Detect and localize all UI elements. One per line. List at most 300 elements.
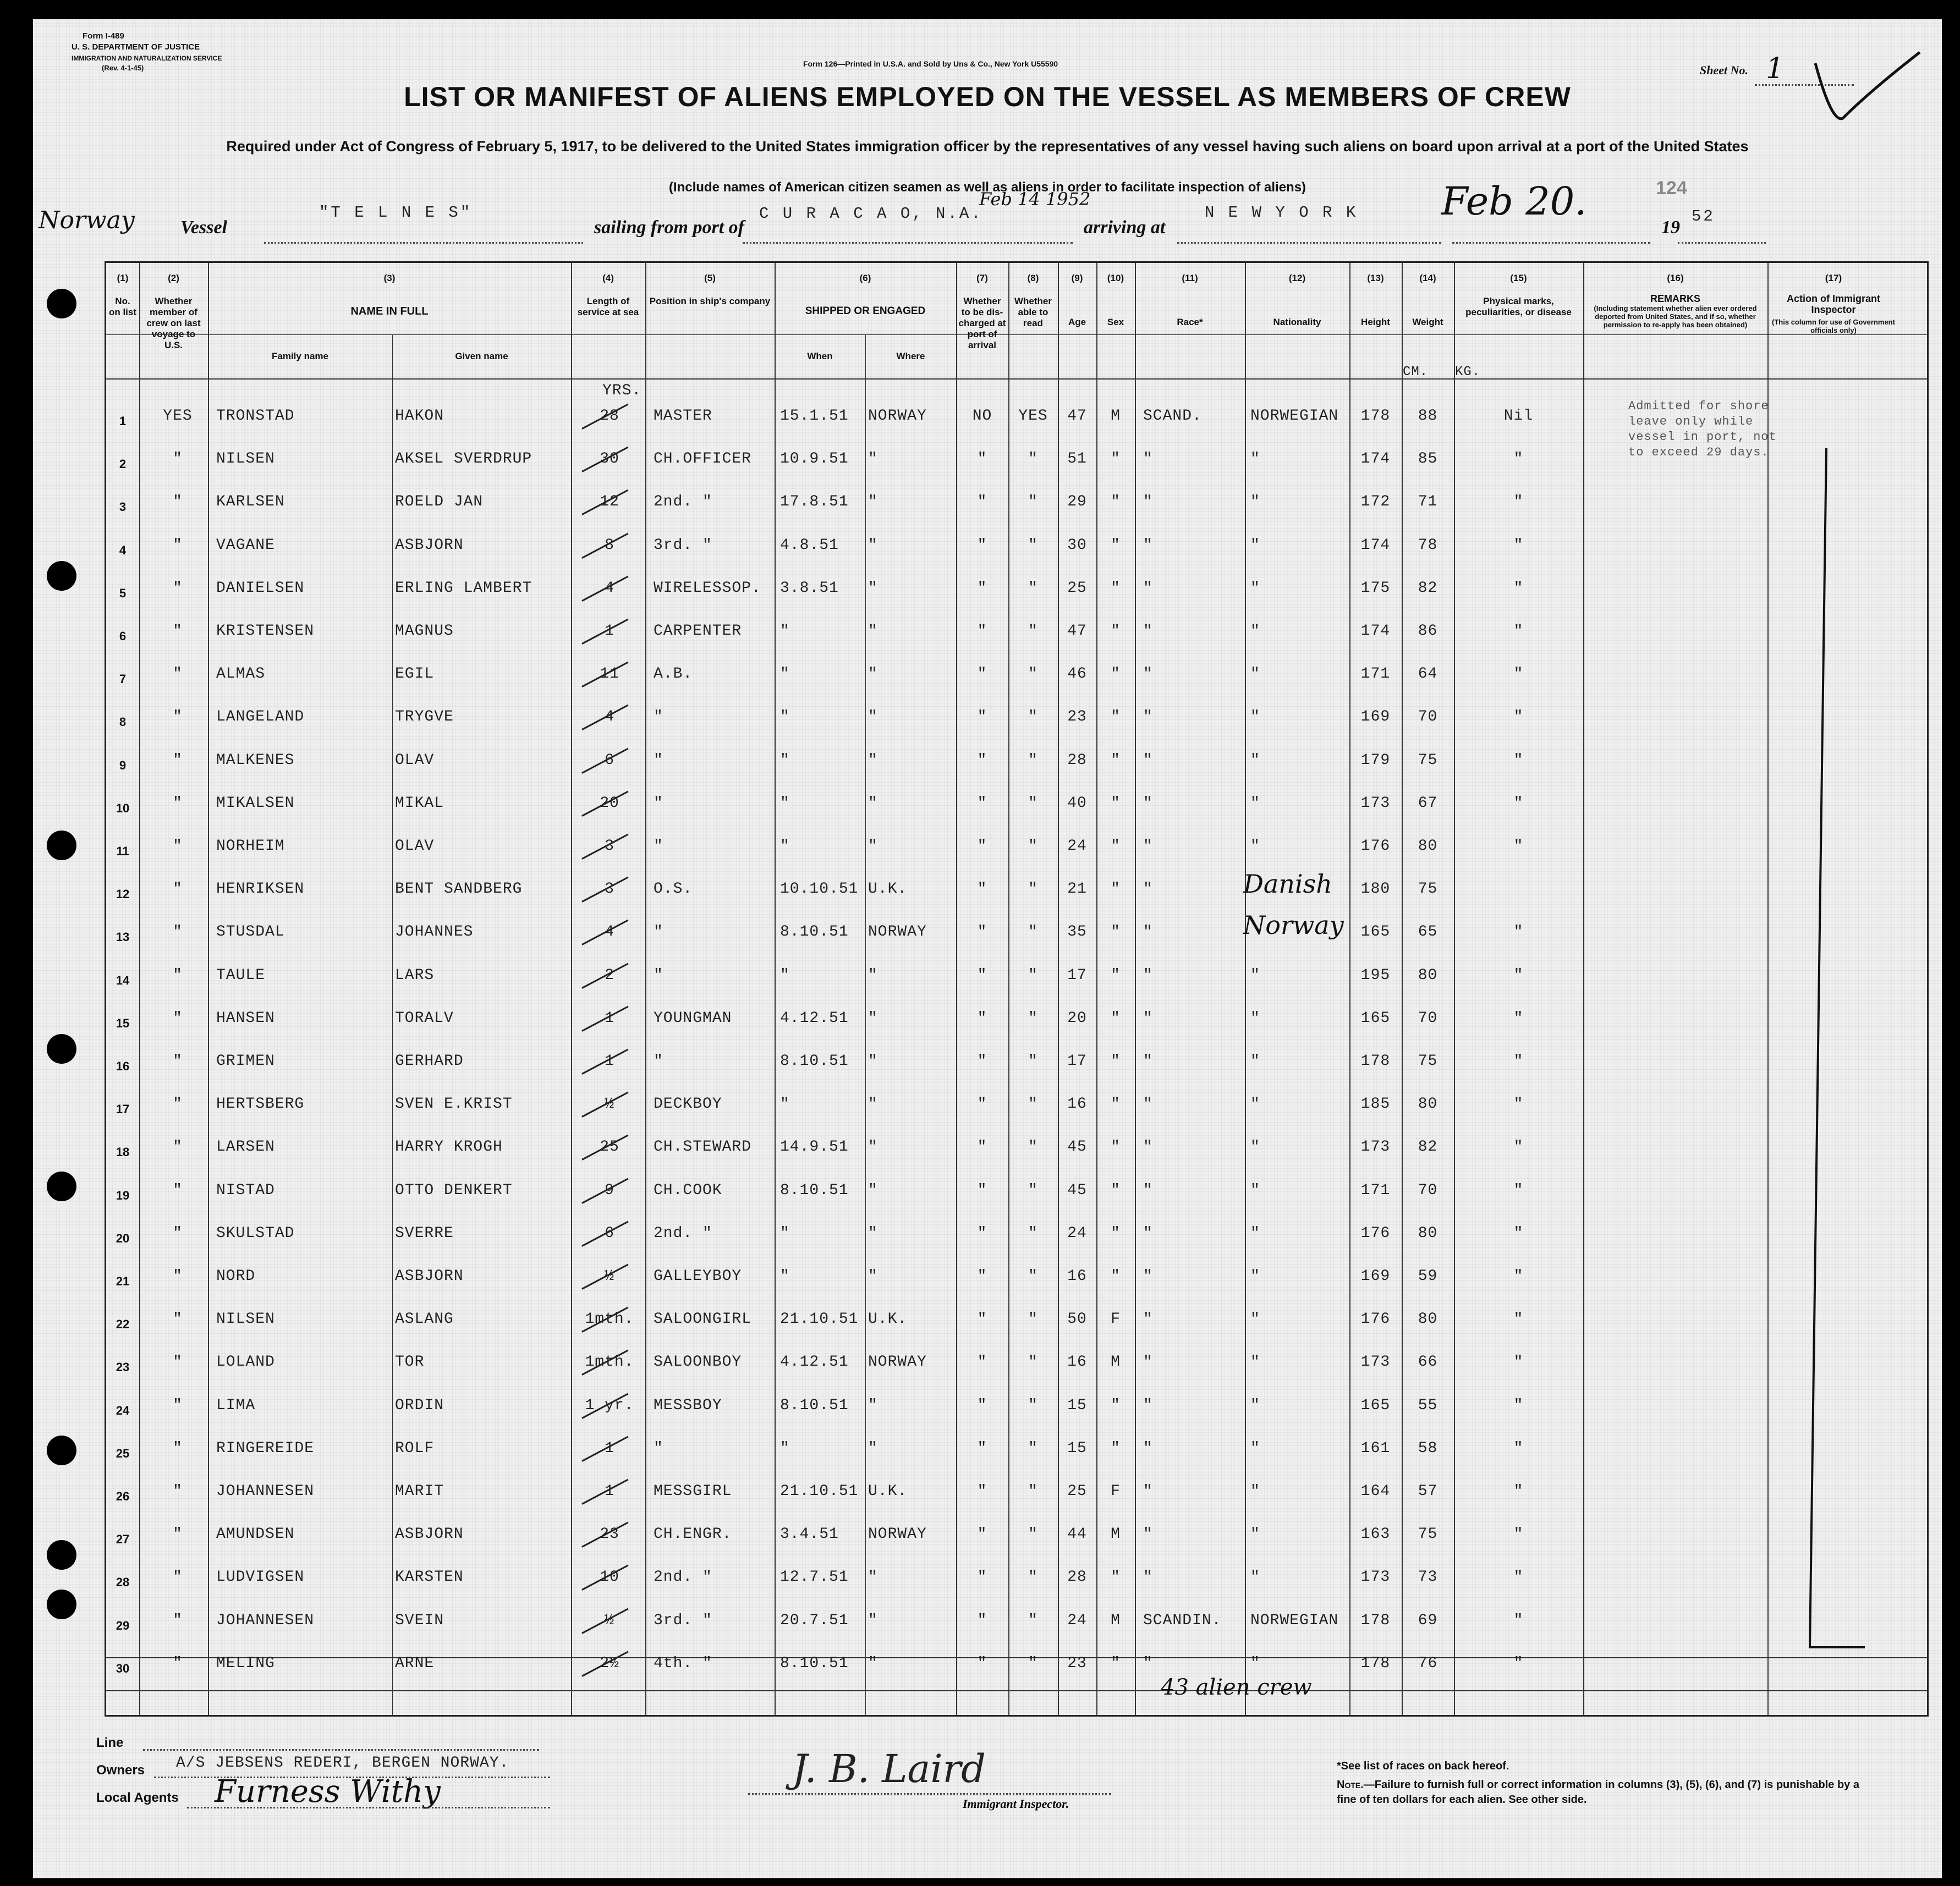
cell-nat: NORWEGIAN <box>1250 408 1339 425</box>
cell-nat: " <box>1250 1096 1260 1113</box>
cell-race: " <box>1143 1181 1153 1199</box>
cell-age: 45 <box>1067 1181 1087 1199</box>
cell-height: 173 <box>1360 1569 1391 1586</box>
column-number-c10: (10) <box>1107 273 1124 283</box>
cell-age: 24 <box>1067 838 1087 855</box>
cell-marks: " <box>1513 1268 1524 1285</box>
cell-marks: " <box>1513 923 1524 941</box>
cell-age: 44 <box>1067 1526 1087 1543</box>
cell-family: SKULSTAD <box>216 1224 295 1242</box>
cell-service: 28 <box>600 408 619 425</box>
cell-nat: NORWEGIAN <box>1250 1612 1339 1629</box>
cell-family: NISTAD <box>216 1181 275 1199</box>
cell-disch: " <box>977 1354 987 1371</box>
cell-sex: M <box>1111 1612 1121 1629</box>
cell-age: 24 <box>1067 1224 1087 1242</box>
cell-marks: " <box>1513 1354 1524 1371</box>
cell-height: 179 <box>1360 751 1391 769</box>
cell-position: WIRELESSOP. <box>654 579 761 597</box>
cell-when: " <box>780 1268 790 1285</box>
column-number-c7: (7) <box>976 273 988 283</box>
column-number-c17: (17) <box>1825 273 1842 283</box>
row-number: 18 <box>116 1145 130 1159</box>
cell-family: LOLAND <box>216 1354 275 1371</box>
cell-age: 23 <box>1067 1654 1087 1672</box>
cell-height: 169 <box>1360 1268 1391 1285</box>
column-header-c7: Whether to be dis-charged at port of arrival <box>958 296 1006 350</box>
cell-family: DANIELSEN <box>216 579 305 597</box>
cell-race: " <box>1143 966 1153 984</box>
cell-race: SCAND. <box>1143 408 1202 425</box>
cell-crew: " <box>173 923 183 941</box>
cell-family: NORD <box>216 1268 256 1285</box>
manifest-sheet <box>33 19 1942 1878</box>
cell-disch: " <box>977 493 987 511</box>
cell-height: 174 <box>1360 536 1391 554</box>
cell-race: " <box>1143 1311 1153 1328</box>
include-note: (Include names of American citizen seamen as well as aliens in order to facilitate inspection of aliens) <box>668 180 1306 195</box>
cell-disch: " <box>977 1612 987 1629</box>
cell-sex: " <box>1111 966 1121 984</box>
cell-crew: " <box>173 1654 183 1672</box>
cell-disch: " <box>977 708 987 726</box>
cell-weight: 69 <box>1418 1612 1438 1629</box>
cell-sex: F <box>1111 1311 1121 1328</box>
cell-service: 23 <box>600 1526 619 1543</box>
cell-marks: " <box>1513 751 1524 769</box>
cell-position: GALLEYBOY <box>654 1268 742 1285</box>
column-header-name: NAME IN FULL <box>350 305 429 317</box>
cell-age: 46 <box>1067 666 1087 683</box>
cell-crew: " <box>173 1311 183 1328</box>
cell-where: " <box>868 579 878 597</box>
row-number: 13 <box>116 930 130 944</box>
cell-sex: " <box>1111 1654 1121 1672</box>
cell-where: " <box>868 1053 878 1070</box>
cell-sex: " <box>1111 1396 1121 1414</box>
cell-service: 11 <box>600 666 619 683</box>
cell-crew: " <box>173 450 183 468</box>
cell-age: 16 <box>1067 1354 1087 1371</box>
cell-where: " <box>868 1569 878 1586</box>
cell-read: " <box>1028 1053 1038 1070</box>
cell-height: 164 <box>1360 1483 1391 1500</box>
cell-age: 24 <box>1067 1612 1087 1629</box>
column-header-given-name: Given name <box>455 351 508 361</box>
cell-read: " <box>1028 1483 1038 1500</box>
cell-disch: " <box>977 1181 987 1199</box>
cell-race: " <box>1143 666 1153 683</box>
year-prefix: 19 <box>1661 217 1680 238</box>
cell-where: " <box>868 450 878 468</box>
row-number: 3 <box>119 500 127 514</box>
cell-service: ½ <box>605 1268 614 1285</box>
cell-crew: " <box>173 623 183 640</box>
cell-position: MASTER <box>654 408 712 425</box>
cell-given: ROLF <box>395 1439 435 1457</box>
cell-read: " <box>1028 708 1038 726</box>
cell-where: " <box>868 794 878 812</box>
cell-weight: 85 <box>1418 450 1438 468</box>
cell-given: EGIL <box>395 666 435 683</box>
cell-height: 176 <box>1360 1311 1391 1328</box>
column-divider <box>775 263 776 1715</box>
cell-marks: " <box>1513 493 1524 511</box>
cell-given: SVEN E.KRIST <box>395 1096 513 1113</box>
cell-position: " <box>654 923 663 941</box>
cell-service: 3 <box>605 838 614 855</box>
row-number: 14 <box>116 973 130 987</box>
cell-when: 8.10.51 <box>780 1053 849 1070</box>
cell-when: " <box>780 1224 790 1242</box>
cell-sex: " <box>1111 1096 1121 1113</box>
cell-crew: " <box>173 1096 183 1113</box>
cell-height: 165 <box>1360 923 1391 941</box>
cell-service: 1 <box>605 1009 614 1027</box>
cell-where: " <box>868 1139 878 1156</box>
cell-nat: " <box>1250 838 1260 855</box>
races-note: *See list of races on back hereof. <box>1337 1760 1509 1772</box>
cell-when: 4.12.51 <box>780 1009 849 1027</box>
cell-family: STUSDAL <box>216 923 285 941</box>
cell-nat: " <box>1250 1654 1260 1672</box>
agents-signature: Furness Withy <box>215 1774 441 1810</box>
cell-age: 30 <box>1067 536 1087 554</box>
cell-height: 173 <box>1360 1354 1391 1371</box>
row-number: 23 <box>116 1360 130 1374</box>
inspector-field <box>748 1793 1111 1795</box>
cell-age: 35 <box>1067 923 1087 941</box>
cell-nat: " <box>1250 966 1260 984</box>
cell-given: ERLING LAMBERT <box>395 579 532 597</box>
arrival-date-line <box>1452 242 1650 244</box>
form-number: Form I-489 <box>83 31 124 41</box>
cell-read: " <box>1028 881 1038 898</box>
row-number: 30 <box>116 1661 130 1675</box>
cell-position: SALOONGIRL <box>654 1311 752 1328</box>
cell-disch: " <box>977 794 987 812</box>
port-from-line <box>743 242 1073 244</box>
cell-marks: " <box>1513 1009 1524 1027</box>
cell-sex: " <box>1111 1268 1121 1285</box>
column-number-c3: (3) <box>383 273 396 283</box>
column-header-c12: Nationality <box>1273 317 1321 327</box>
cell-given: KARSTEN <box>395 1569 464 1586</box>
cell-weight: 86 <box>1418 623 1438 640</box>
cell-position: CARPENTER <box>654 623 742 640</box>
cell-disch: " <box>977 1224 987 1242</box>
cell-family: HANSEN <box>216 1009 275 1027</box>
cell-disch: " <box>977 1268 987 1285</box>
cell-weight: 70 <box>1418 1009 1438 1027</box>
cell-crew: " <box>173 1139 183 1156</box>
cell-sex: " <box>1111 708 1121 726</box>
form-title: LIST OR MANIFEST OF ALIENS EMPLOYED ON THE VESSEL AS MEMBERS OF CREW <box>404 81 1571 112</box>
cell-weight: 70 <box>1418 1181 1438 1199</box>
column-number-c1: (1) <box>117 273 129 283</box>
cell-given: BENT SANDBERG <box>395 881 523 898</box>
owners-label: Owners <box>96 1763 145 1778</box>
cell-service: 6 <box>605 751 614 769</box>
cell-race: SCANDIN. <box>1143 1612 1222 1629</box>
column-header-c17: Action of Immigrant Inspector <box>1787 293 1880 315</box>
flag-handwritten: Norway <box>39 206 135 234</box>
cell-read: " <box>1028 1654 1038 1672</box>
cell-position: YOUNGMAN <box>654 1009 732 1027</box>
cell-race: " <box>1143 1096 1153 1113</box>
cell-weight: 80 <box>1418 1096 1438 1113</box>
cell-crew: " <box>173 881 183 898</box>
year-line <box>1678 242 1766 244</box>
cell-crew: " <box>173 838 183 855</box>
cell-weight: 75 <box>1418 881 1438 898</box>
cell-service: 4 <box>605 579 614 597</box>
row-number: 21 <box>116 1274 130 1288</box>
row-number: 17 <box>116 1102 130 1117</box>
cell-height: 173 <box>1360 794 1391 812</box>
cell-weight: 82 <box>1418 1139 1438 1156</box>
cell-age: 17 <box>1067 966 1087 984</box>
cell-weight: 80 <box>1418 838 1438 855</box>
cell-position: MESSBOY <box>654 1396 722 1414</box>
cell-crew: " <box>173 1009 183 1027</box>
cell-disch: " <box>977 1396 987 1414</box>
cell-weight: 57 <box>1418 1483 1438 1500</box>
cell-height: 171 <box>1360 666 1391 683</box>
cell-given: ASBJORN <box>395 1268 464 1285</box>
cell-when: 12.7.51 <box>780 1569 849 1586</box>
cell-when: 8.10.51 <box>780 923 849 941</box>
cell-disch: " <box>977 1139 987 1156</box>
cell-nat: " <box>1250 1483 1260 1500</box>
cell-weight: 67 <box>1418 794 1438 812</box>
cell-read: " <box>1028 536 1038 554</box>
stamp-number: 124 <box>1656 178 1687 199</box>
cell-height: 195 <box>1360 966 1391 984</box>
cell-nat: " <box>1250 579 1260 597</box>
cell-given: MAGNUS <box>395 623 454 640</box>
cell-height: 178 <box>1360 1654 1391 1672</box>
cell-position: 4th. " <box>654 1654 712 1672</box>
cell-service: 6 <box>605 1224 614 1242</box>
row-number: 11 <box>116 844 129 858</box>
cell-where: " <box>868 1612 878 1629</box>
cell-height: 174 <box>1360 450 1391 468</box>
cell-family: NORHEIM <box>216 838 285 855</box>
cell-crew: " <box>173 751 183 769</box>
line-label: Line <box>96 1735 124 1750</box>
cell-given: ARNE <box>395 1654 435 1672</box>
cell-race: " <box>1143 1439 1153 1457</box>
cell-nat: " <box>1250 1139 1260 1156</box>
cell-height: 169 <box>1360 708 1391 726</box>
cell-nat: " <box>1250 1053 1260 1070</box>
cell-marks: " <box>1513 1612 1524 1629</box>
cell-when: " <box>780 751 790 769</box>
cell-age: 47 <box>1067 408 1087 425</box>
unit-cm: CM. <box>1403 365 1429 380</box>
service-name: IMMIGRATION AND NATURALIZATION SERVICE <box>72 54 222 62</box>
cell-disch: " <box>977 450 987 468</box>
sheet-number: 1 <box>1766 52 1785 85</box>
cell-race: " <box>1143 1053 1153 1070</box>
cell-nat: " <box>1250 1181 1260 1199</box>
cell-where: " <box>868 1439 878 1457</box>
cell-read: " <box>1028 623 1038 640</box>
cell-age: 25 <box>1067 579 1087 597</box>
cell-service: 1 <box>605 1439 614 1457</box>
cell-sex: " <box>1111 579 1121 597</box>
cell-crew: " <box>173 1354 183 1371</box>
cell-where: " <box>868 1268 878 1285</box>
row-number: 28 <box>116 1575 130 1590</box>
requirement-text: Required under Act of Congress of February 5, 1917, to be delivered to the United States immigration officer by the representatives of any vessel having such aliens on board upon arrival at a port of the United States <box>226 138 1749 155</box>
unit-years: YRS. <box>602 382 642 399</box>
cell-sex: " <box>1111 1439 1121 1457</box>
punch-hole <box>47 1436 76 1465</box>
cell-position: " <box>654 1439 663 1457</box>
cell-sex: " <box>1111 666 1121 683</box>
cell-service: 2 <box>605 966 614 984</box>
cell-family: LANGELAND <box>216 708 305 726</box>
cell-where: U.K. <box>868 1311 908 1328</box>
cell-disch: " <box>977 751 987 769</box>
column-number-c5: (5) <box>704 273 716 283</box>
sub-column-divider <box>865 334 866 1715</box>
port-to: N E W Y O R K <box>1205 204 1358 222</box>
row-number: 24 <box>116 1403 130 1417</box>
cell-sex: " <box>1111 838 1121 855</box>
cell-height: 178 <box>1360 1053 1391 1070</box>
cell-read: " <box>1028 1526 1038 1543</box>
column-header-c10: Sex <box>1107 317 1124 327</box>
punch-hole <box>47 1540 76 1570</box>
cell-when: " <box>780 1096 790 1113</box>
cell-family: LARSEN <box>216 1139 275 1156</box>
cell-weight: 75 <box>1418 1053 1438 1070</box>
cell-family: LUDVIGSEN <box>216 1569 305 1586</box>
cell-family: HERTSBERG <box>216 1096 305 1113</box>
cell-race: " <box>1143 1654 1153 1672</box>
cell-age: 20 <box>1067 1009 1087 1027</box>
cell-where: " <box>868 1224 878 1242</box>
cell-position: 2nd. " <box>654 493 712 511</box>
action-bracket <box>1804 448 1870 1658</box>
cell-read: " <box>1028 838 1038 855</box>
note-text: —Failure to furnish full or correct information in columns (3), (5), (6), and (7) is punishable by a fine of ten dollars for each alien. See other side. <box>1337 1779 1859 1806</box>
column-header-c4: Length of service at sea <box>577 296 639 317</box>
row-number: 19 <box>116 1188 130 1202</box>
cell-read: " <box>1028 1268 1038 1285</box>
cell-disch: " <box>977 579 987 597</box>
cell-race: " <box>1143 1483 1153 1500</box>
cell-weight: 64 <box>1418 666 1438 683</box>
cell-disch: " <box>977 1654 987 1672</box>
cell-nat: " <box>1250 536 1260 554</box>
cell-marks: " <box>1513 450 1524 468</box>
cell-disch: " <box>977 1526 987 1543</box>
cell-service: 1 <box>605 1053 614 1070</box>
column-header-c8: Whether able to read <box>1014 296 1052 328</box>
column-header-c14: Weight <box>1412 317 1443 327</box>
cell-weight: 66 <box>1418 1354 1438 1371</box>
cell-weight: 76 <box>1418 1654 1438 1672</box>
cell-given: LARS <box>395 966 435 984</box>
cell-family: HENRIKSEN <box>216 881 305 898</box>
cell-crew: YES <box>163 408 193 425</box>
cell-given: GERHARD <box>395 1053 464 1070</box>
cell-height: 163 <box>1360 1526 1391 1543</box>
cell-sex: M <box>1111 1526 1121 1543</box>
cell-where: " <box>868 966 878 984</box>
cell-given: HAKON <box>395 408 444 425</box>
cell-crew: " <box>173 1396 183 1414</box>
cell-read: " <box>1028 1612 1038 1629</box>
cell-race: " <box>1143 1526 1153 1543</box>
cell-sex: " <box>1111 493 1121 511</box>
cell-sex: " <box>1111 881 1121 898</box>
cell-where: " <box>868 666 878 683</box>
sailing-date: Feb 14 1952 <box>979 189 1091 210</box>
cell-when: 4.8.51 <box>780 536 839 554</box>
cell-crew: " <box>173 536 183 554</box>
column-number-c13: (13) <box>1367 273 1384 283</box>
cell-height: 165 <box>1360 1396 1391 1414</box>
cell-nat: " <box>1250 1354 1260 1371</box>
cell-when: 14.9.51 <box>780 1139 849 1156</box>
cell-sex: " <box>1111 1009 1121 1027</box>
cell-when: " <box>780 838 790 855</box>
cell-when: 8.10.51 <box>780 1396 849 1414</box>
agents-field <box>187 1807 550 1808</box>
cell-service: 12 <box>600 493 619 511</box>
cell-height: 178 <box>1360 1612 1391 1629</box>
cell-when: " <box>780 794 790 812</box>
row-number: 25 <box>116 1446 130 1460</box>
cell-read: " <box>1028 1224 1038 1242</box>
row-number: 22 <box>116 1317 130 1332</box>
cell-nat: " <box>1250 1439 1260 1457</box>
column-header-c16: REMARKS <box>1650 293 1700 304</box>
cell-disch: " <box>977 1009 987 1027</box>
cell-given: OLAV <box>395 838 435 855</box>
column-number-c9: (9) <box>1071 273 1083 283</box>
cell-family: RINGEREIDE <box>216 1439 315 1457</box>
row-number: 27 <box>116 1532 130 1547</box>
punch-hole <box>47 289 76 318</box>
cell-disch: " <box>977 623 987 640</box>
cell-position: CH.OFFICER <box>654 450 752 468</box>
cell-service: 25 <box>600 1139 619 1156</box>
cell-disch: " <box>977 536 987 554</box>
cell-disch: " <box>977 881 987 898</box>
cell-race: " <box>1143 623 1153 640</box>
column-number-c6: (6) <box>859 273 871 283</box>
cell-given: ORDIN <box>395 1396 444 1414</box>
cell-crew: " <box>173 1526 183 1543</box>
cell-read: " <box>1028 1396 1038 1414</box>
cell-height: 178 <box>1360 408 1391 425</box>
cell-race: " <box>1143 923 1153 941</box>
vessel-name-line <box>264 242 583 244</box>
cell-given: HARRY KROGH <box>395 1139 503 1156</box>
row-number: 8 <box>119 715 127 729</box>
row-number: 29 <box>116 1618 130 1632</box>
cell-sex: " <box>1111 1569 1121 1586</box>
cell-height: 176 <box>1360 838 1391 855</box>
cell-crew: " <box>173 493 183 511</box>
cell-age: 50 <box>1067 1311 1087 1328</box>
